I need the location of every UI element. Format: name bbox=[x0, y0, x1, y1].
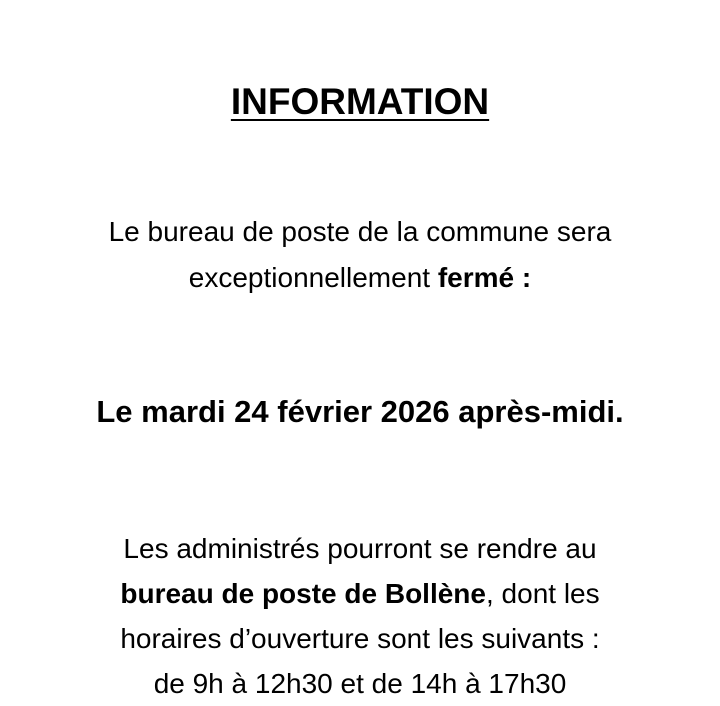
closure-date: Le mardi 24 février 2026 après-midi. bbox=[96, 394, 624, 429]
opening-hours: de 9h à 12h30 et de 14h à 17h30 bbox=[153, 668, 567, 699]
intro-line-2 bbox=[0, 255, 720, 301]
closed-label: fermé : bbox=[437, 262, 532, 293]
info-line-1: Les administrés pourront se rendre au bbox=[123, 533, 597, 564]
intro-paragraph bbox=[0, 209, 720, 301]
info-line-2 bbox=[0, 571, 720, 616]
info-paragraph bbox=[0, 526, 720, 706]
intro-line-1: Le bureau de poste de la commune sera bbox=[108, 216, 612, 247]
notice-title: INFORMATION bbox=[230, 81, 490, 122]
info-line-3: horaires d’ouverture sont les suivants : bbox=[120, 623, 600, 654]
intro-line-2-text: exceptionnellement bbox=[188, 262, 438, 293]
info-line-2-text: , dont les bbox=[486, 578, 600, 609]
bollene-post-office: bureau de poste de Bollène bbox=[120, 578, 486, 609]
